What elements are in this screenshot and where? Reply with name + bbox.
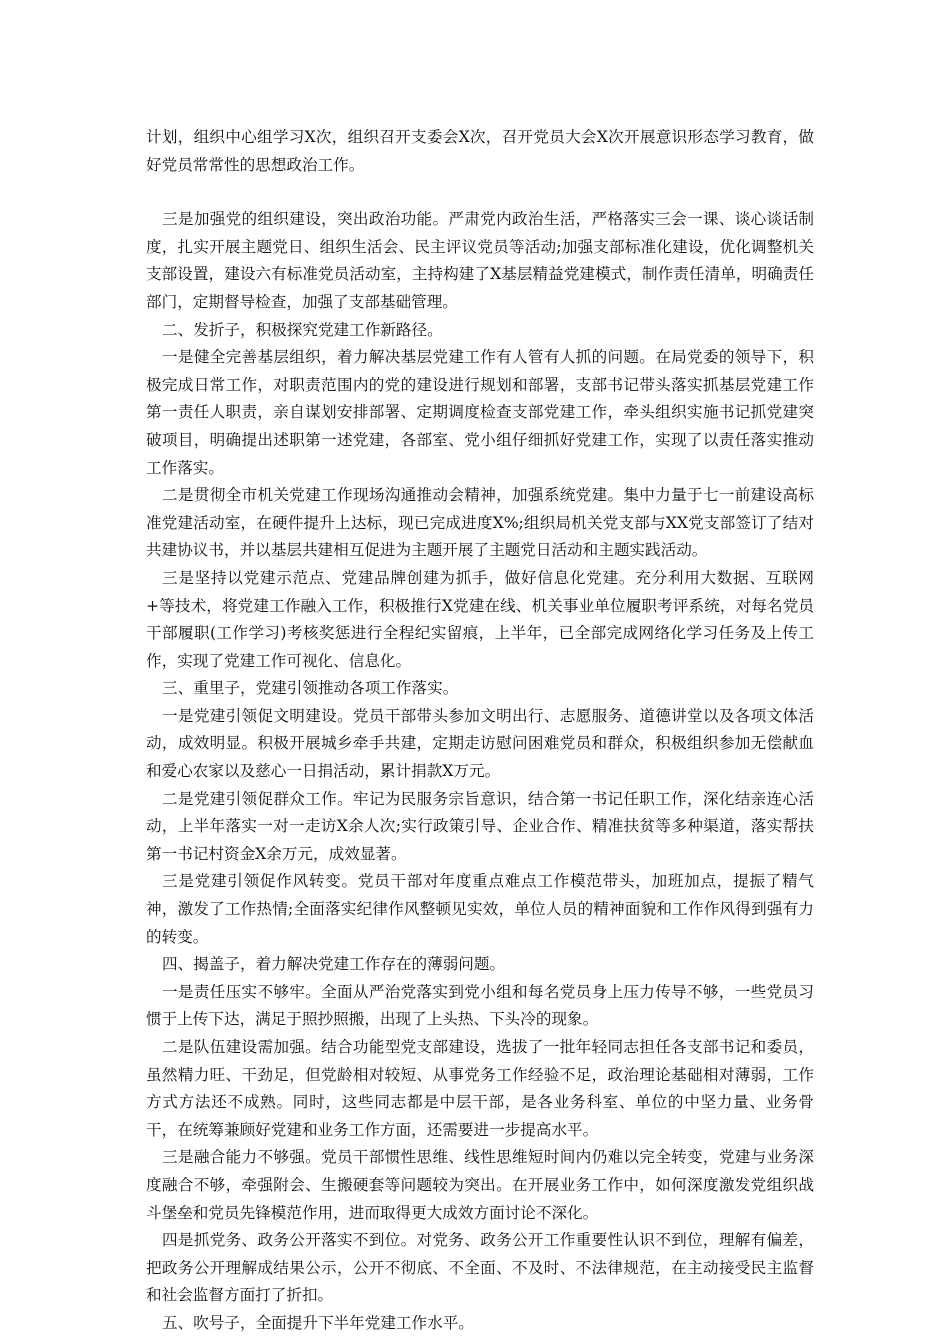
paragraph: 三是加强党的组织建设，突出政治功能。严肃党内政治生活，严格落实三会一课、谈心谈话制度，扎实开展主题党日、组织生活会、民主评议党员等活动;加强支部标准化建设，优化调整机关支部设置，建设六有标准党员活动室，主持构建了X基层精益党建模式，制作责任清单，明确责任部门，定期督导检查，加强了支部基础管理。 — [146, 210, 814, 311]
section-heading: 三、重里子，党建引领推动各项工作落实。 — [162, 679, 459, 698]
paragraph: 一是党建引领促文明建设。党员干部带头参加文明出行、志愿服务、道德讲堂以及各项文体活动，成效明显。积极开展城乡牵手共建，定期走访慰问困难党员和群众，积极组织参加无偿献血和爱心农家以及慈心一日捐活动，累计捐款X万元。 — [146, 706, 814, 781]
paragraph: 三是坚持以党建示范点、党建品牌创建为抓手，做好信息化党建。充分利用大数据、互联网+等技术，将党建工作融入工作，积极推行X党建在线、机关事业单位履职考评系统，对每名党员干部履职(工作学习)考核奖惩进行全程纪实留痕，上半年，已全部完成网络化学习任务及上传工作，实现了党建工作可视化、信息化。 — [146, 568, 814, 670]
paragraph: 二是贯彻全市机关党建工作现场沟通推动会精神，加强系统党建。集中力量于七一前建设高标准党建活动室，在硬件提升上达标，现已完成进度X%;组织局机关党支部与XX党支部签订了结对共建协议书，并以基层共建相互促进为主题开展了主题党日活动和主题实践活动。 — [146, 486, 814, 560]
paragraph: 一是责任压实不够牢。全面从严治党落实到党小组和每名党员身上压力传导不够，一些党员习惯于上传下达，满足于照抄照搬，出现了上头热、下头冷的现象。 — [146, 982, 814, 1029]
document-body — [146, 124, 814, 1338]
paragraph-gap — [146, 179, 814, 206]
paragraph: 三是融合能力不够强。党员干部惯性思维、线性思维短时间内仍难以完全转变，党建与业务深度融合不够，牵强附会、生搬硬套等问题较为突出。在开展业务工作中，如何深度激发党组织战斗堡垒和党员先锋模范作用，进而取得更大成效方面讨论不深化。 — [146, 1148, 814, 1222]
section-heading: 四、揭盖子，着力解决党建工作存在的薄弱问题。 — [162, 955, 506, 974]
paragraph: 一是健全完善基层组织，着力解决基层党建工作有人管有人抓的问题。在局党委的领导下，积极完成日常工作，对职责范围内的党的建设进行规划和部署，支部书记带头落实抓基层党建工作第一责任人职责，亲自谋划安排部署、定期调度检查支部党建工作，牵头组织实施书记抓党建突破项目，明确提出述职第一述党建，各部室、党小组仔细抓好党建工作，实现了以责任落实推动工作落实。 — [146, 348, 814, 477]
paragraph: 四是抓党务、政务公开落实不到位。对党务、政务公开工作重要性认识不到位，理解有偏差，把政务公开理解成结果公示，公开不彻底、不全面、不及时、不法律规范，在主动接受民主监督和社会监督方面打了折扣。 — [146, 1231, 814, 1305]
paragraph: 三是党建引领促作风转变。党员干部对年度重点难点工作模范带头，加班加点，提振了精气神，激发了工作热情;全面落实纪律作风整顿见实效，单位人员的精神面貌和工作作风得到强有力的转变。 — [146, 872, 814, 946]
section-heading: 二、发折子，积极探究党建工作新路径。 — [162, 320, 443, 339]
section-heading: 五、吹号子，全面提升下半年党建工作水平。 — [162, 1313, 474, 1332]
paragraph: 二是党建引领促群众工作。牢记为民服务宗旨意识，结合第一书记任职工作，深化结亲连心活动，上半年落实一对一走访X余人次;实行政策引导、企业合作、精准扶贫等多种渠道，落实帮扶第一书记村资金X余万元，成效显著。 — [146, 789, 814, 863]
paragraph: 二是队伍建设需加强。结合功能型党支部建设，选拔了一批年轻同志担任各支部书记和委员，虽然精力旺、干劲足，但党龄相对较短、从事党务工作经验不足，政治理论基础相对薄弱，工作方式方法还不成熟。同时，这些同志都是中层干部，是各业务科室、单位的中坚力量、业务骨干，在统筹兼顾好党建和业务工作方面，还需要进一步提高水平。 — [146, 1038, 814, 1139]
paragraph-continuation: 计划，组织中心组学习X次，组织召开支委会X次，召开党员大会X次开展意识形态学习教育，做好党员常常性的思想政治工作。 — [146, 128, 814, 174]
